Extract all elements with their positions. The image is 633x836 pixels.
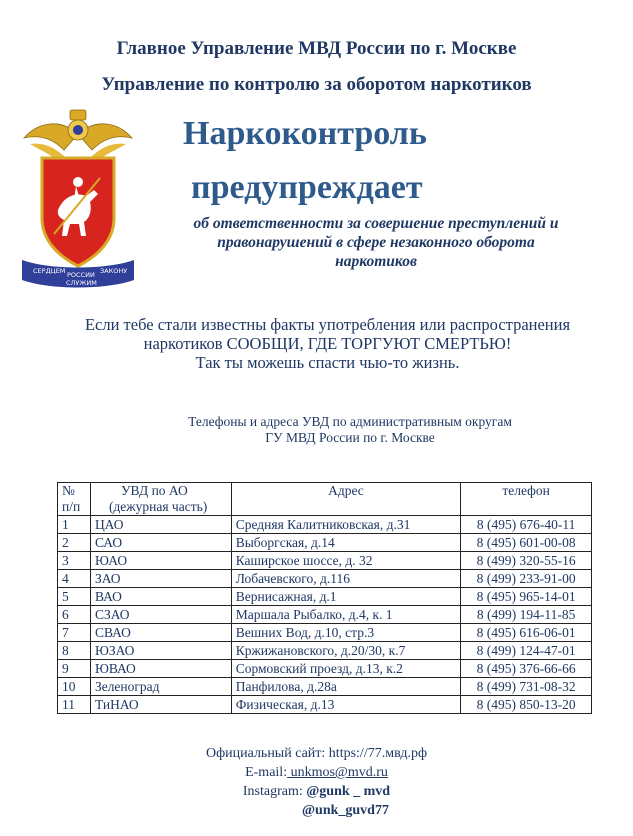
cell-phone: 8 (499) 124-47-01 [461, 642, 592, 660]
subtitle-line-1: об ответственности за совершение преступлений и [193, 215, 559, 232]
emblem-motto-left: СЕРДЦЕМ [33, 267, 66, 275]
table-caption [140, 414, 560, 446]
cell-uvd: САО [90, 534, 231, 552]
cell-uvd: Зеленоград [90, 678, 231, 696]
cell-num: 6 [58, 606, 91, 624]
cell-uvd: СВАО [90, 624, 231, 642]
header-line-1: Главное Управление МВД России по г. Москве [116, 38, 517, 59]
cell-num: 8 [58, 642, 91, 660]
cell-uvd: ЮВАО [90, 660, 231, 678]
cell-uvd: ЮЗАО [90, 642, 231, 660]
instagram-label: Instagram: [242, 784, 307, 799]
appeal-line-2: наркотиков СООБЩИ, ГДЕ ТОРГУЮТ СМЕРТЬЮ! [143, 334, 512, 353]
cell-phone: 8 (495) 850-13-20 [461, 696, 592, 714]
cell-num: 4 [58, 570, 91, 588]
cell-num: 11 [58, 696, 91, 714]
table-row [58, 606, 592, 624]
cell-phone: 8 (495) 965-14-01 [461, 588, 592, 606]
subtitle-line-2: правонарушений в сфере незаконного оборота [217, 234, 535, 251]
cell-phone: 8 (495) 601-00-08 [461, 534, 592, 552]
cell-phone: 8 (499) 194-11-85 [461, 606, 592, 624]
table-row [58, 570, 592, 588]
table-caption-line-1: Телефоны и адреса УВД по административным округам [188, 414, 512, 429]
cell-uvd: ТиНАО [90, 696, 231, 714]
cell-address: Лобачевского, д.116 [231, 570, 461, 588]
cell-address: Маршала Рыбалко, д.4, к. 1 [231, 606, 461, 624]
cell-uvd: СЗАО [90, 606, 231, 624]
footer-email [0, 763, 633, 782]
cell-num: 5 [58, 588, 91, 606]
subtitle [160, 214, 592, 271]
cell-address: Панфилова, д.28а [231, 678, 461, 696]
footer-instagram-2 [0, 801, 633, 820]
appeal-text [40, 315, 615, 372]
header-uvd [90, 483, 231, 516]
cell-num: 7 [58, 624, 91, 642]
cell-uvd: ЗАО [90, 570, 231, 588]
cell-address: Вернисажная, д.1 [231, 588, 461, 606]
table-row [58, 696, 592, 714]
table-row [58, 552, 592, 570]
emblem-motto-right: ЗАКОНУ [100, 267, 128, 275]
title-line-2: предупреждает [191, 169, 423, 206]
emblem-motto-bottom: СЛУЖИМ [66, 279, 97, 287]
header-line-2: Управление по контролю за оборотом наркотиков [101, 74, 532, 95]
footer [0, 744, 633, 820]
footer-site: Официальный сайт: https://77.мвд.рф [205, 746, 428, 761]
cell-address: Физическая, д.13 [231, 696, 461, 714]
cell-address: Каширское шоссе, д. 32 [231, 552, 461, 570]
instagram-handle-1[interactable]: @gunk _ mvd [306, 784, 391, 799]
mvd-emblem [20, 100, 136, 288]
table-row [58, 624, 592, 642]
table-header-row [58, 483, 592, 516]
table-body [58, 516, 592, 714]
cell-phone: 8 (499) 233-91-00 [461, 570, 592, 588]
cell-uvd: ЦАО [90, 516, 231, 534]
cell-phone: 8 (495) 616-06-01 [461, 624, 592, 642]
cell-uvd: ЮАО [90, 552, 231, 570]
header-num-line-2: п/п [62, 499, 81, 514]
subtitle-line-3: наркотиков [335, 253, 417, 270]
cell-uvd: ВАО [90, 588, 231, 606]
email-link[interactable]: unkmos@mvd.ru [287, 765, 388, 780]
cell-phone: 8 (495) 676-40-11 [461, 516, 592, 534]
cell-address: Вешних Вод, д.10, стр.3 [231, 624, 461, 642]
table-row [58, 660, 592, 678]
header-uvd-line-2: (дежурная часть) [108, 499, 208, 514]
cell-phone: 8 (499) 731-08-32 [461, 678, 592, 696]
cell-address: Кржижановского, д.20/30, к.7 [231, 642, 461, 660]
cell-phone: 8 (495) 376-66-66 [461, 660, 592, 678]
email-label: E-mail: [245, 765, 288, 780]
cell-num: 2 [58, 534, 91, 552]
header-num-line-1: № [62, 483, 75, 498]
cell-num: 1 [58, 516, 91, 534]
table-row [58, 642, 592, 660]
cell-num: 10 [58, 678, 91, 696]
table-row [58, 516, 592, 534]
table-caption-line-2: ГУ МВД России по г. Москве [265, 430, 435, 445]
cell-num: 3 [58, 552, 91, 570]
cell-address: Сормовский проезд, д.13, к.2 [231, 660, 461, 678]
table-row [58, 678, 592, 696]
cell-address: Выборгская, д.14 [231, 534, 461, 552]
emblem-motto-center: РОССИИ [67, 271, 95, 279]
appeal-line-1: Если тебе стали известны факты употребления или распространения [84, 315, 571, 334]
table-row [58, 588, 592, 606]
footer-instagram [0, 782, 633, 801]
cell-num: 9 [58, 660, 91, 678]
header-uvd-line-1: УВД по АО [120, 483, 188, 498]
instagram-handle-2[interactable]: @unk_guvd77 [302, 803, 389, 818]
header-num [58, 483, 91, 516]
appeal-line-3: Так ты можешь спасти чью-то жизнь. [195, 353, 460, 372]
header-address: Адрес [231, 483, 461, 516]
cell-address: Средняя Калитниковская, д.31 [231, 516, 461, 534]
header-phone: телефон [461, 483, 592, 516]
contacts-table [57, 482, 592, 714]
cell-phone: 8 (499) 320-55-16 [461, 552, 592, 570]
table-row [58, 534, 592, 552]
title-line-1: Наркоконтроль [183, 115, 427, 152]
